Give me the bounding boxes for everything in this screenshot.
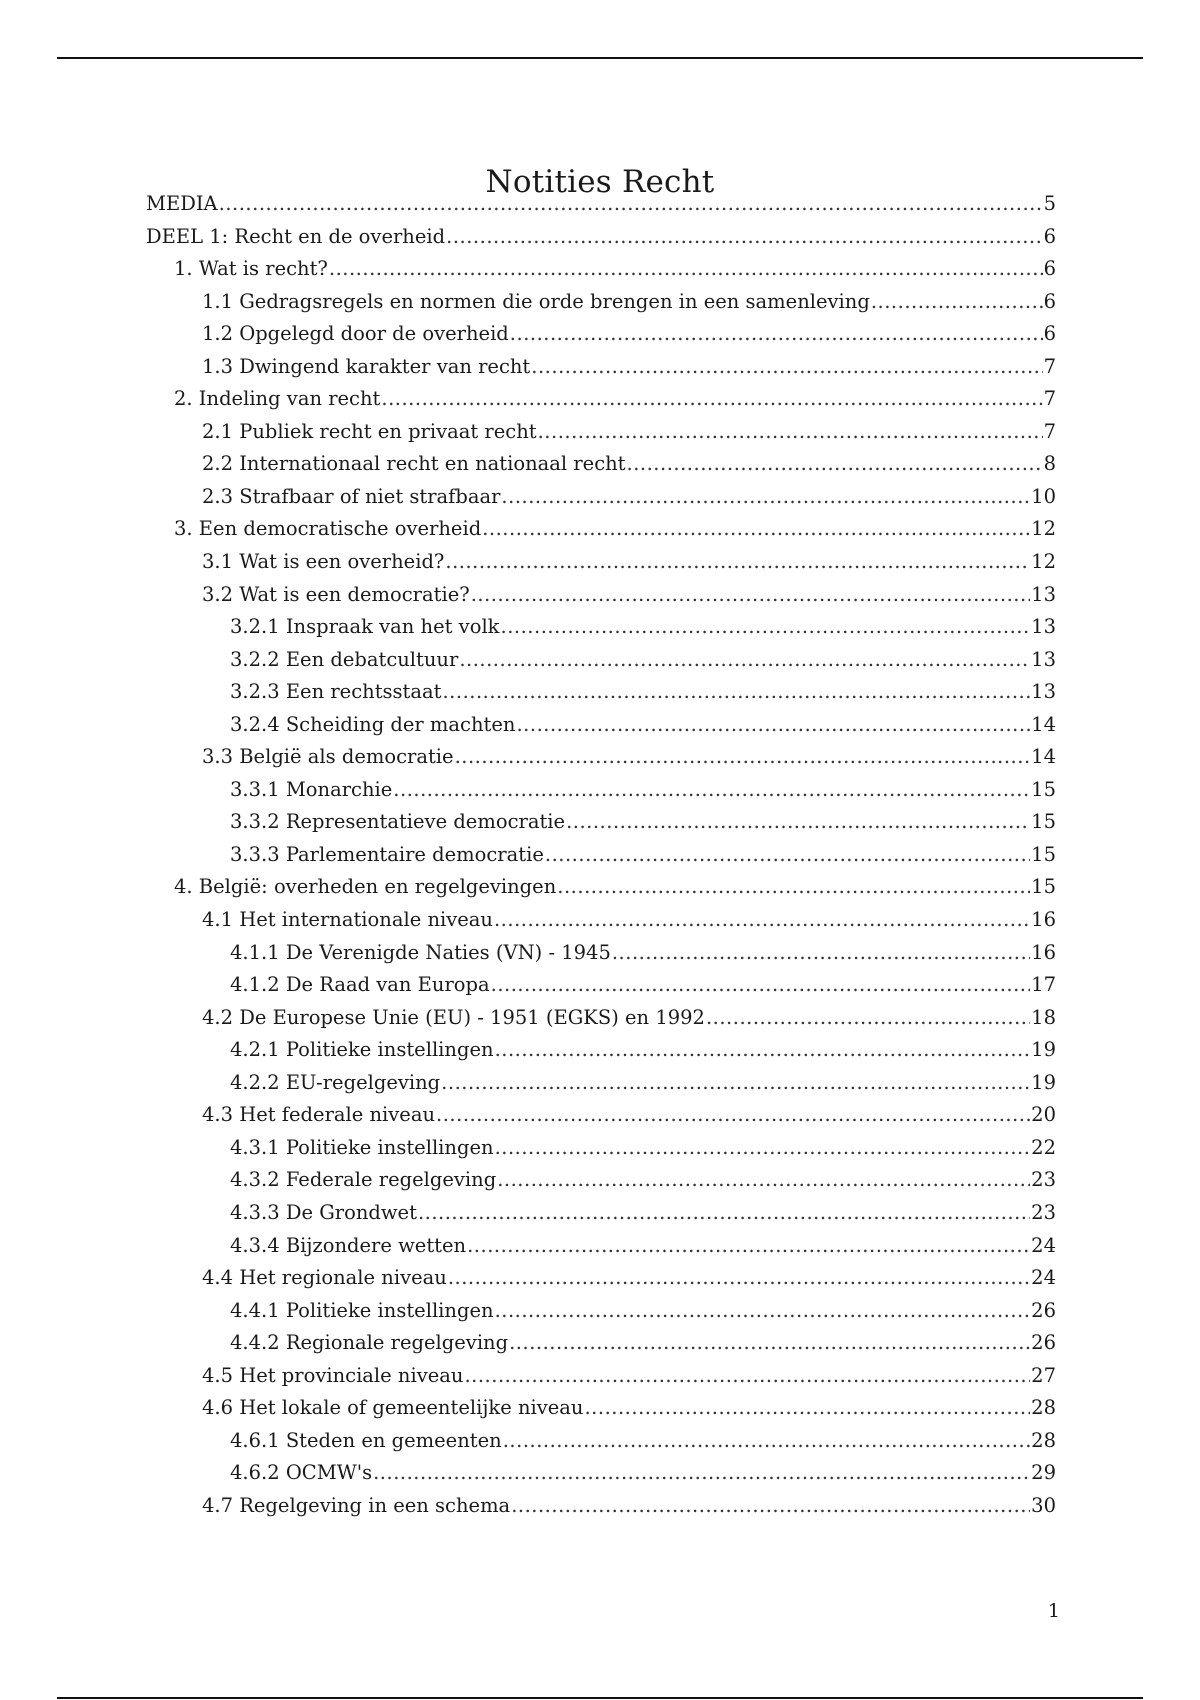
toc-dot-leader [436,1103,1030,1126]
toc-entry-page: 24 [1031,1266,1056,1290]
toc-entry-label: 4.3.3 De Grondwet [230,1200,417,1224]
toc-dot-leader [482,517,1030,540]
document-title: Notities Recht [485,163,715,200]
toc-dot-leader [448,1266,1030,1289]
toc-dot-leader [501,615,1031,638]
toc-entry-label: 3.2.2 Een debatcultuur [230,647,459,671]
toc-entry-label: 4.3.1 Politieke instellingen [230,1135,494,1159]
toc-entry-label: 1.3 Dwingend karakter van recht [202,354,531,378]
toc-entry-page: 29 [1031,1461,1056,1485]
toc-entry-page: 5 [1043,192,1056,215]
toc-entry[interactable] [146,713,1056,746]
toc-dot-leader [627,452,1043,475]
toc-entry-label: 2.2 Internationaal recht en nationaal recht [202,452,626,476]
toc-entry-label: 4.4.1 Politieke instellingen [230,1298,494,1322]
toc-entry-label: 4.3.4 Bijzondere wetten [230,1233,467,1257]
toc-entry-page: 17 [1031,973,1056,997]
toc-entry[interactable] [146,875,1056,908]
toc-entry-label: 3.1 Wat is een overheid? [202,550,445,574]
toc-dot-leader [219,192,1043,215]
toc-entry-label: 2. Indeling van recht [174,387,381,411]
toc-entry-page: 13 [1031,647,1056,671]
toc-dot-leader [455,745,1031,768]
toc-entry-page: 7 [1043,387,1056,411]
toc-entry-label: 4.5 Het provinciale niveau [202,1363,464,1387]
toc-dot-leader [706,1006,1030,1029]
toc-entry-label: 3.3.3 Parlementaire democratie [230,842,544,866]
toc-dot-leader [467,1234,1030,1257]
toc-entry-label: 4.3 Het federale niveau [202,1103,436,1127]
toc-entry[interactable] [146,843,1056,876]
toc-entry-page: 24 [1031,1233,1056,1257]
toc-dot-leader [538,420,1043,443]
toc-entry-page: 12 [1031,550,1056,574]
toc-dot-leader [373,1461,1030,1484]
toc-dot-leader [446,225,1042,248]
toc-entry[interactable] [146,1364,1056,1397]
toc-entry-page: 23 [1031,1200,1056,1224]
toc-entry-page: 6 [1043,257,1056,281]
toc-entry[interactable] [146,615,1056,648]
toc-entry-label: 3.3.1 Monarchie [230,777,393,801]
toc-entry[interactable] [146,941,1056,974]
toc-entry[interactable] [146,290,1056,323]
toc-entry-label: 1. Wat is recht? [174,257,328,281]
toc-entry-label: 4.2 De Europese Unie (EU) - 1951 (EGKS) en 1992 [202,1005,705,1029]
toc-dot-leader [418,1201,1030,1224]
toc-dot-leader [497,1168,1030,1191]
footer-rule [57,1697,1143,1699]
toc-entry-page: 23 [1031,1168,1056,1192]
toc-entry-page: 13 [1031,615,1056,639]
toc-entry-label: 1.1 Gedragsregels en normen die orde brengen in een samenleving [202,289,870,313]
toc-dot-leader [510,322,1043,345]
toc-entry-label: 4. België: overheden en regelgevingen [174,875,557,899]
toc-entry[interactable] [146,745,1056,778]
toc-entry[interactable] [146,485,1056,518]
toc-dot-leader [464,1364,1030,1387]
toc-entry[interactable] [146,778,1056,811]
toc-entry[interactable] [146,355,1056,388]
toc-entry[interactable] [146,1266,1056,1299]
toc-entry-label: 1.2 Opgelegd door de overheid [202,322,509,346]
toc-entry[interactable] [146,550,1056,583]
toc-dot-leader [511,1494,1030,1517]
toc-entry-page: 14 [1031,712,1056,736]
header-rule [57,57,1143,59]
toc-entry[interactable] [146,452,1056,485]
toc-entry[interactable] [146,1071,1056,1104]
toc-entry-label: 4.1.2 De Raad van Europa [230,973,490,997]
toc-dot-leader [501,485,1030,508]
toc-entry-label: 4.2.1 Politieke instellingen [230,1038,494,1062]
toc-entry-label: 4.6.1 Steden en gemeenten [230,1428,502,1452]
toc-entry-page: 15 [1031,875,1056,899]
page-number: 1 [1047,1600,1060,1622]
toc-entry[interactable] [146,225,1056,258]
toc-entry[interactable] [146,973,1056,1006]
toc-entry-label: 3.3 België als democratie [202,745,454,769]
toc-entry-page: 28 [1031,1396,1056,1420]
toc-entry[interactable] [146,810,1056,843]
toc-entry-label: 4.1 Het internationale niveau [202,908,493,932]
toc-entry[interactable] [146,257,1056,290]
toc-entry[interactable] [146,1168,1056,1201]
toc-dot-leader [871,290,1043,313]
toc-entry-label: DEEL 1: Recht en de overheid [146,224,446,248]
toc-entry-label: 3.3.2 Representatieve democratie [230,810,566,834]
toc-entry[interactable] [146,680,1056,713]
table-of-contents [146,192,1056,1526]
toc-entry-label: 3. Een democratische overheid [174,517,482,541]
toc-entry-page: 30 [1031,1493,1056,1517]
toc-dot-leader [441,1071,1030,1094]
toc-entry[interactable] [146,517,1056,550]
toc-entry[interactable] [146,387,1056,420]
toc-entry-page: 13 [1031,582,1056,606]
toc-dot-leader [495,1299,1031,1322]
toc-entry-page: 13 [1031,680,1056,704]
toc-entry[interactable] [146,1429,1056,1462]
toc-entry[interactable] [146,192,1056,225]
toc-entry-label: 4.1.1 De Verenigde Naties (VN) - 1945 [230,940,611,964]
toc-dot-leader [393,778,1030,801]
toc-entry-label: 4.4 Het regionale niveau [202,1266,447,1290]
toc-entry-label: 4.7 Regelgeving in een schema [202,1493,511,1517]
toc-dot-leader [516,713,1030,736]
toc-entry-page: 7 [1043,354,1056,378]
toc-dot-leader [381,387,1042,410]
toc-dot-leader [459,648,1030,671]
toc-entry[interactable] [146,1396,1056,1429]
toc-entry[interactable] [146,1006,1056,1039]
toc-entry-page: 6 [1043,322,1056,346]
toc-entry-page: 28 [1031,1428,1056,1452]
toc-dot-leader [442,680,1030,703]
toc-entry-page: 27 [1031,1363,1056,1387]
toc-entry-label: 3.2 Wat is een democratie? [202,582,470,606]
toc-entry-page: 18 [1031,1005,1056,1029]
toc-entry[interactable] [146,1494,1056,1527]
toc-entry-page: 26 [1031,1331,1056,1355]
toc-entry-page: 20 [1031,1103,1056,1127]
toc-entry-page: 7 [1043,419,1056,443]
toc-entry-label: 4.2.2 EU-regelgeving [230,1070,441,1094]
toc-dot-leader [471,583,1030,606]
toc-entry-page: 6 [1043,224,1056,248]
toc-entry-page: 26 [1031,1298,1056,1322]
toc-entry-page: 19 [1031,1070,1056,1094]
toc-entry[interactable] [146,1234,1056,1267]
toc-entry-page: 15 [1031,842,1056,866]
toc-entry-page: 22 [1031,1135,1056,1159]
toc-entry-label: 3.2.3 Een rechtsstaat [230,680,442,704]
toc-entry[interactable] [146,908,1056,941]
toc-entry-label: 2.3 Strafbaar of niet strafbaar [202,484,501,508]
toc-entry[interactable] [146,322,1056,355]
toc-dot-leader [545,843,1030,866]
toc-entry-label: 4.3.2 Federale regelgeving [230,1168,497,1192]
toc-dot-leader [491,973,1031,996]
toc-entry[interactable] [146,1103,1056,1136]
toc-entry-page: 19 [1031,1038,1056,1062]
toc-entry[interactable] [146,1201,1056,1234]
toc-entry[interactable] [146,1331,1056,1364]
toc-dot-leader [584,1396,1030,1419]
toc-entry[interactable] [146,1038,1056,1071]
toc-dot-leader [566,810,1030,833]
toc-dot-leader [557,875,1030,898]
toc-entry-label: MEDIA [146,192,218,215]
toc-dot-leader [495,1038,1031,1061]
toc-entry-page: 16 [1031,940,1056,964]
toc-entry-page: 8 [1043,452,1056,476]
toc-entry[interactable] [146,648,1056,681]
toc-entry[interactable] [146,1461,1056,1494]
toc-entry-page: 16 [1031,908,1056,932]
toc-entry-page: 10 [1031,484,1056,508]
toc-entry-page: 14 [1031,745,1056,769]
toc-entry-label: 3.2.1 Inspraak van het volk [230,615,500,639]
toc-entry-label: 4.6 Het lokale of gemeentelijke niveau [202,1396,584,1420]
toc-dot-leader [495,1136,1031,1159]
toc-dot-leader [329,257,1043,280]
toc-dot-leader [531,355,1042,378]
toc-entry-page: 15 [1031,810,1056,834]
toc-entry-label: 3.2.4 Scheiding der machten [230,712,516,736]
toc-entry-page: 15 [1031,777,1056,801]
toc-dot-leader [494,908,1030,931]
toc-dot-leader [503,1429,1030,1452]
toc-entry-label: 2.1 Publiek recht en privaat recht [202,419,537,443]
toc-dot-leader [445,550,1030,573]
toc-entry[interactable] [146,1299,1056,1332]
toc-entry[interactable] [146,420,1056,453]
toc-entry-label: 4.6.2 OCMW's [230,1461,373,1485]
toc-entry-label: 4.4.2 Regionale regelgeving [230,1331,509,1355]
toc-entry-page: 6 [1043,289,1056,313]
toc-entry[interactable] [146,583,1056,616]
toc-entry-page: 12 [1031,517,1056,541]
toc-entry[interactable] [146,1136,1056,1169]
toc-dot-leader [612,941,1030,964]
toc-dot-leader [509,1331,1030,1354]
